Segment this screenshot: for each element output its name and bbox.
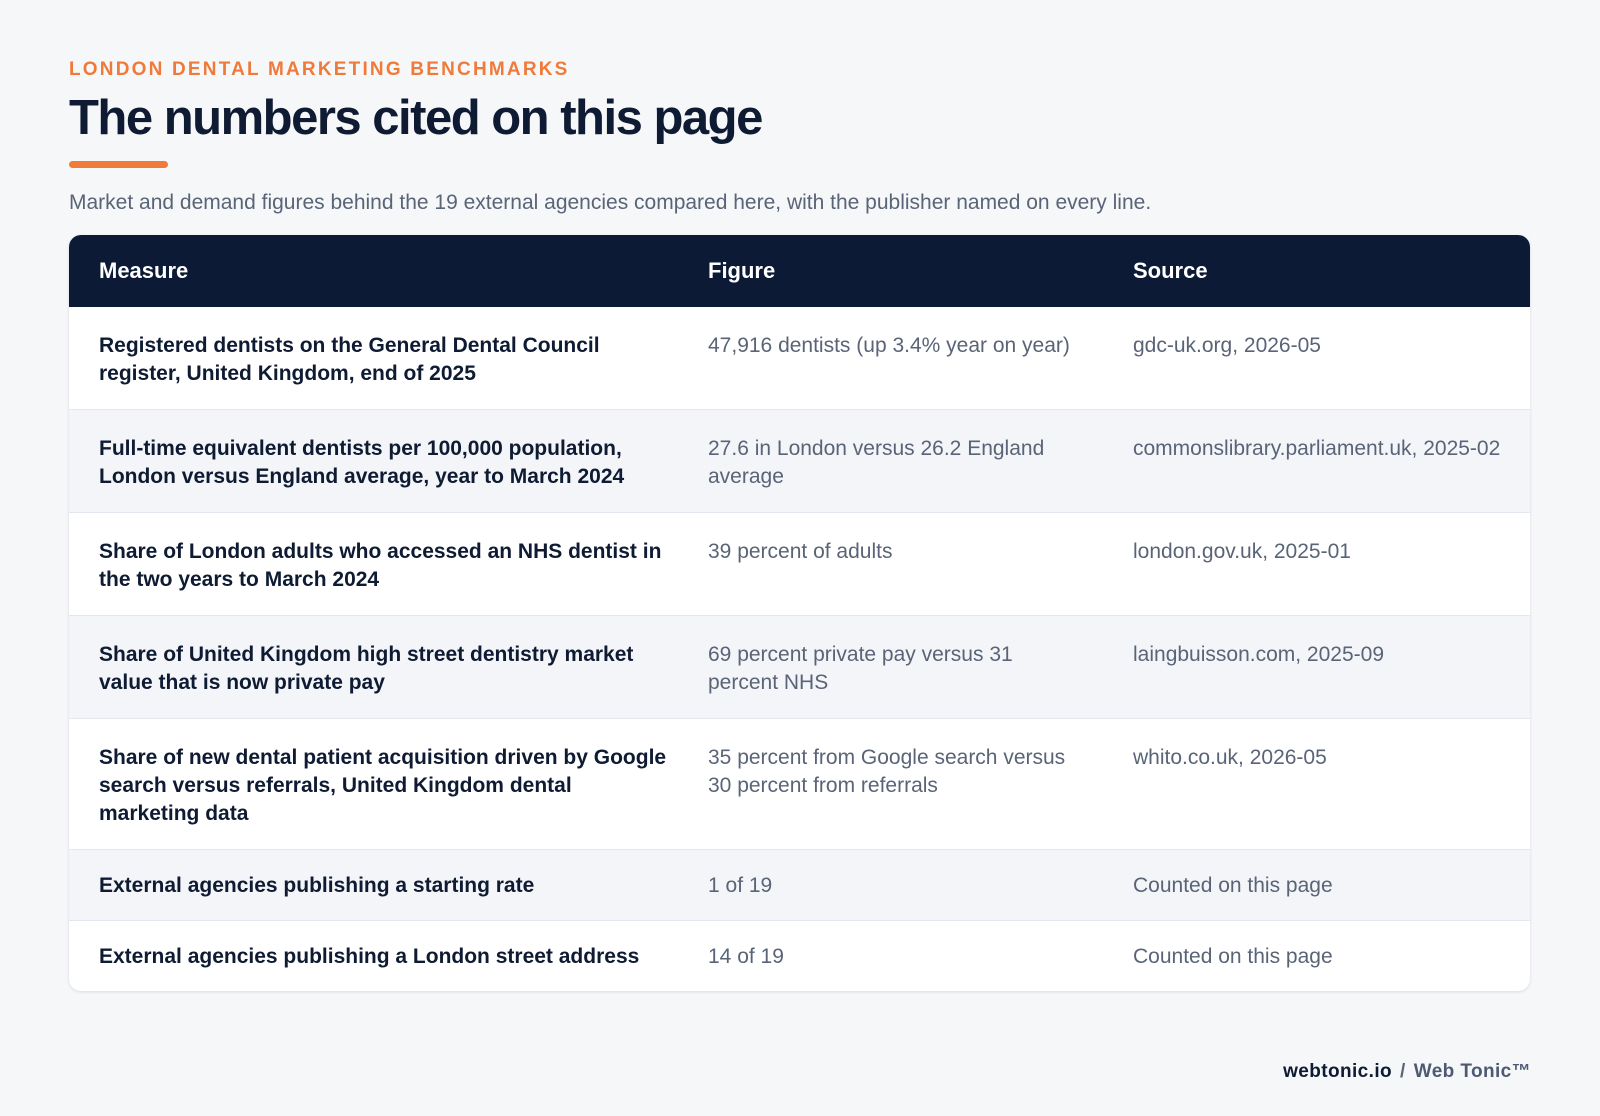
cell-measure: External agencies publishing a starting rate bbox=[99, 874, 535, 897]
cell-source: whito.co.uk, 2026-05 bbox=[1133, 746, 1327, 769]
table-body bbox=[69, 307, 1530, 991]
cell-figure: 69 percent private pay versus 31 percent NHS bbox=[708, 643, 1013, 694]
cell-figure: 27.6 in London versus 26.2 England average bbox=[708, 437, 1045, 488]
cell-measure: Share of new dental patient acquisition driven by Google search versus referrals, United Kingdom dental marketing data bbox=[99, 746, 667, 825]
page-title: The numbers cited on this page bbox=[69, 91, 762, 145]
benchmarks-table bbox=[69, 235, 1530, 991]
table-row bbox=[69, 513, 1530, 616]
column-header-measure: Measure bbox=[99, 258, 189, 283]
cell-figure: 39 percent of adults bbox=[708, 540, 893, 563]
footer-domain: webtonic.io bbox=[1283, 1061, 1393, 1082]
cell-figure: 1 of 19 bbox=[708, 874, 773, 897]
table-row bbox=[69, 616, 1530, 719]
cell-source: Counted on this page bbox=[1133, 874, 1333, 897]
cell-measure: External agencies publishing a London street address bbox=[99, 945, 640, 968]
footer-brand: Web Tonic™ bbox=[1413, 1061, 1531, 1082]
cell-figure: 35 percent from Google search versus 30 percent from referrals bbox=[708, 746, 1066, 797]
cell-source: Counted on this page bbox=[1133, 945, 1333, 968]
footer-separator: / bbox=[1400, 1061, 1406, 1082]
cell-source: london.gov.uk, 2025-01 bbox=[1133, 540, 1351, 563]
table-row bbox=[69, 719, 1530, 850]
table-header-row bbox=[69, 235, 1530, 307]
table-header bbox=[69, 235, 1530, 307]
footer-credit bbox=[1283, 1060, 1531, 1084]
table-row bbox=[69, 307, 1530, 410]
page bbox=[69, 58, 1531, 991]
table-row bbox=[69, 850, 1530, 921]
benchmarks-table-card bbox=[69, 235, 1530, 991]
cell-source: gdc-uk.org, 2026-05 bbox=[1133, 334, 1321, 357]
table-row bbox=[69, 921, 1530, 992]
column-header-source: Source bbox=[1133, 258, 1208, 283]
eyebrow-label: LONDON DENTAL MARKETING BENCHMARKS bbox=[69, 59, 570, 80]
title-underline bbox=[69, 161, 168, 168]
column-header-figure: Figure bbox=[708, 258, 776, 283]
cell-measure: Full-time equivalent dentists per 100,000 population, London versus England average, year to March 2024 bbox=[99, 437, 625, 488]
cell-source: commonslibrary.parliament.uk, 2025-02 bbox=[1133, 437, 1501, 460]
cell-source: laingbuisson.com, 2025-09 bbox=[1133, 643, 1384, 666]
cell-measure: Share of London adults who accessed an NHS dentist in the two years to March 2024 bbox=[99, 540, 662, 591]
cell-measure: Share of United Kingdom high street dentistry market value that is now private pay bbox=[99, 643, 634, 694]
table-row bbox=[69, 410, 1530, 513]
page-subtitle: Market and demand figures behind the 19 external agencies compared here, with the publisher named on every line. bbox=[69, 191, 1152, 214]
cell-figure: 14 of 19 bbox=[708, 945, 784, 968]
cell-figure: 47,916 dentists (up 3.4% year on year) bbox=[708, 334, 1070, 357]
cell-measure: Registered dentists on the General Dental Council register, United Kingdom, end of 2025 bbox=[99, 334, 600, 385]
